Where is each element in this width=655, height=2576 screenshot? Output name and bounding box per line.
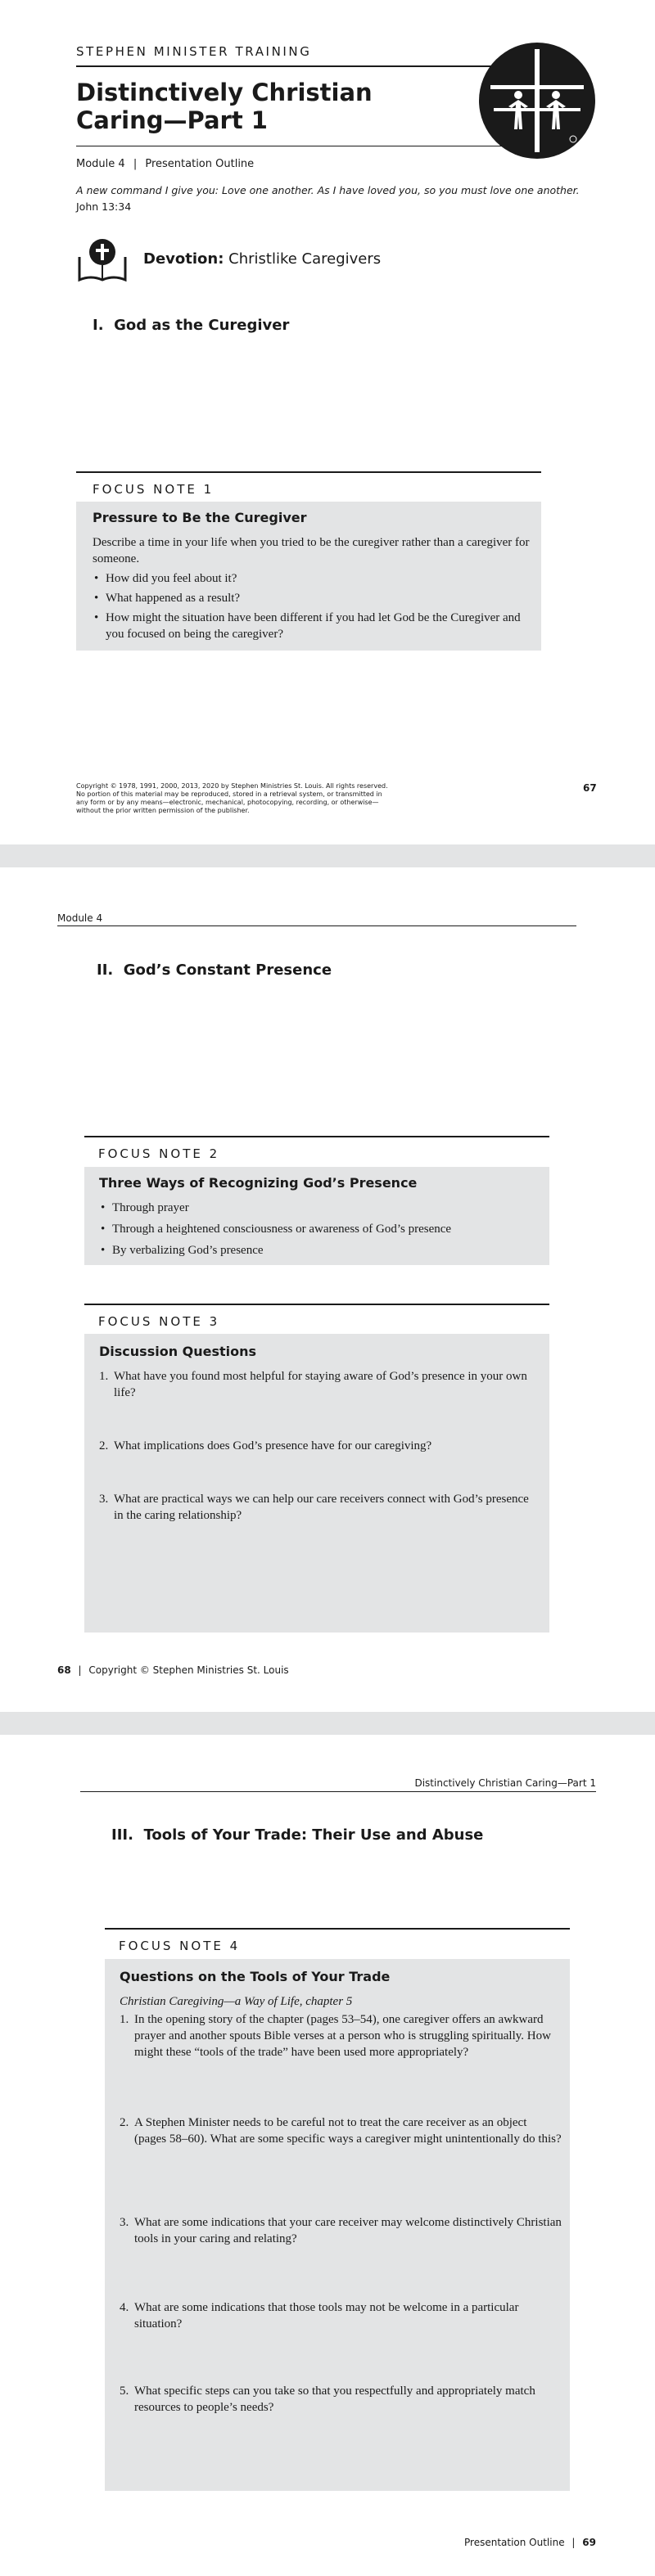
focus-note-1-label: FOCUS NOTE 1 [93,482,215,497]
bullet-item: • Through a heightened consciousness or awareness of God’s presence [99,1221,541,1237]
question-text: In the opening story of the chapter (pages 53–54), one caregiver offers an awkward prayer and another spouts Bible verses at a person who is struggling spiritually. How might these “tools of the trade” have been used more appropriately? [134,2013,551,2059]
question-number: 3. [99,1493,109,1506]
focus-note-2-rule [84,1136,549,1137]
tools-question [120,2299,562,2332]
question-text: A Stephen Minister needs to be careful not to treat the care receiver as an object (pages 58–60). What are some specific ways a caregiver might unintentionally do this? [134,2116,562,2146]
footer-text: Presentation Outline [464,2537,565,2548]
focus-note-2-label: FOCUS NOTE 2 [98,1146,220,1161]
question-number: 1. [99,1370,109,1383]
devotion-line [143,250,381,268]
header-rule [57,925,576,926]
question-number: 2. [99,1439,109,1452]
page-footer [464,2537,596,2548]
focus-note-3-rule [84,1304,549,1305]
focus-note-1-intro: Describe a time in your life when you tried to be the curegiver rather than a caregiver for someone. [93,536,530,565]
bullet-item: • How might the situation have been different if you had let God be the Curegiver and you focused on being the caregiver? [93,610,535,642]
focus-note-2-title: Three Ways of Recognizing God’s Presence [99,1175,418,1191]
copyright-notice: Copyright © 1978, 1991, 2000, 2013, 2020 by Stephen Ministries St. Louis. All rights reserved. No portion of this material may be reproduced, stored in a retrieval system, or transmitted in any form or by any means—electronic, mechanical, photocopying, recording, or otherwise—without the prior written permission of the publisher. [76,782,388,814]
devotion-book-icon [76,232,129,285]
header-rule [80,1791,596,1792]
scripture-text: A new command I give you: Love one another. As I have loved you, so you must love one another. [76,184,580,196]
running-header: Distinctively Christian Caring—Part 1 [414,1777,596,1789]
bullet-item: • What happened as a result? [93,590,535,606]
focus-note-4-box [105,1959,570,2491]
series-label: STEPHEN MINISTER TRAINING [76,44,312,59]
module-line [76,158,254,170]
page-68 [0,867,655,1712]
focus-note-4-title: Questions on the Tools of Your Trade [120,1969,391,1984]
question-text: What are some indications that your care receiver may welcome distinctively Christian tools in your caring and relating? [134,2216,562,2245]
page-number: 69 [582,2537,596,2548]
question-number: 5. [120,2385,129,2398]
focus-note-3-title: Discussion Questions [99,1344,257,1359]
page-67 [0,0,655,844]
question-number: 2. [120,2116,129,2129]
page-number: 67 [583,782,597,794]
running-header: Module 4 [57,912,103,924]
tools-question [120,2114,562,2147]
question-text: What are some indications that those tools may not be welcome in a particular situation? [134,2301,519,2331]
question-number: 3. [120,2216,129,2229]
tools-question [120,2383,562,2416]
page-footer [57,1664,289,1676]
focus-note-1-box [76,502,541,651]
tools-question [120,2011,562,2060]
focus-note-1-rule [76,471,541,473]
focus-note-4-rule [105,1928,570,1930]
section-heading-3: III. Tools of Your Trade: Their Use and Abuse [111,1826,484,1844]
outline-label: Presentation Outline [145,158,255,170]
module-label: Module 4 [76,158,125,170]
devotion-title: Christlike Caregivers [228,250,382,268]
footer-text: Copyright © Stephen Ministries St. Louis [88,1664,289,1676]
focus-note-4-label: FOCUS NOTE 4 [119,1939,241,1953]
scripture-ref: John 13:34 [76,200,132,213]
section-heading-1: I. God as the Curegiver [93,317,290,334]
tools-question [120,2214,562,2247]
page-title-line1: Distinctively Christian [76,79,373,106]
stephen-ministry-logo [477,41,597,160]
title-rule [76,65,510,67]
question-text: What have you found most helpful for staying aware of God’s presence in your own life? [114,1370,527,1399]
devotion-label: Devotion: [143,250,224,268]
focus-note-2-box [84,1167,549,1265]
question-text: What are practical ways we can help our care receivers connect with God’s presence in the caring relationship? [114,1493,529,1522]
focus-note-1-title: Pressure to Be the Curegiver [93,510,307,525]
discussion-question [99,1438,541,1454]
focus-note-3-label: FOCUS NOTE 3 [98,1314,220,1329]
page-number: 68 [57,1664,71,1676]
section-heading-2: II. God’s Constant Presence [97,961,332,979]
bullet-item: • How did you feel about it? [93,570,535,587]
question-number: 4. [120,2301,129,2314]
bullet-item: • Through prayer [99,1200,541,1216]
discussion-question [99,1368,541,1401]
divider: | [571,2537,576,2548]
focus-note-1-bullets [93,570,535,647]
bullet-item: • By verbalizing God’s presence [99,1242,541,1259]
page-separator [0,844,655,867]
question-number: 1. [120,2013,129,2026]
focus-note-2-bullets [99,1200,541,1263]
question-text: What specific steps can you take so that you respectfully and appropriately match resources to people’s needs? [134,2385,535,2414]
divider: | [78,1664,82,1676]
focus-note-4-reference: Christian Caregiving—a Way of Life, chapter 5 [120,1995,353,2008]
question-text: What implications does God’s presence have for our caregiving? [114,1439,432,1452]
page-69 [0,1735,655,2576]
page-separator [0,1712,655,1735]
discussion-question [99,1491,541,1524]
focus-note-3-box [84,1334,549,1633]
page-title-line2: Caring—Part 1 [76,106,268,134]
divider: | [133,158,138,170]
